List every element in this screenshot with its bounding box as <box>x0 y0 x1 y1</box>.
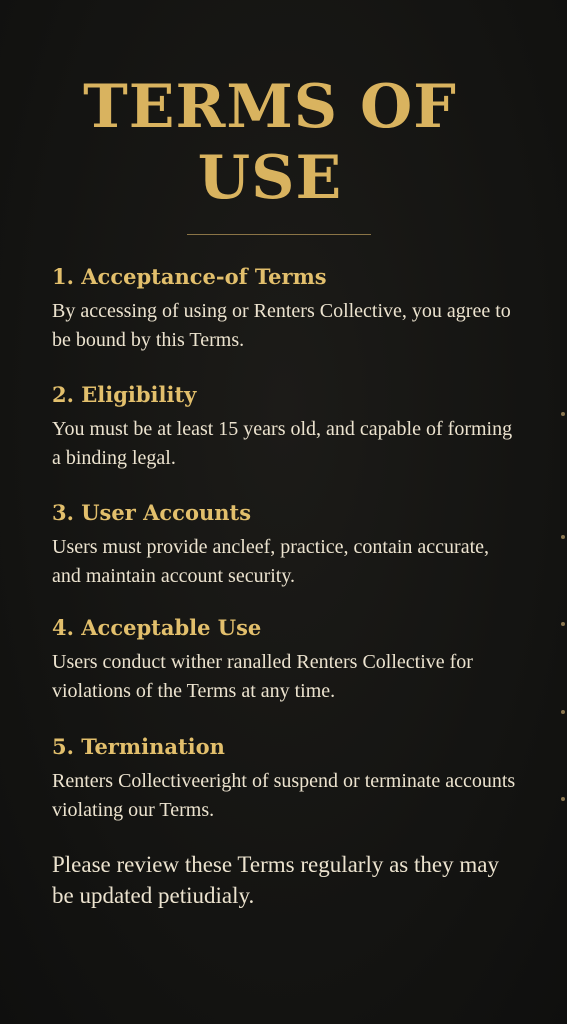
section-acceptable-use <box>52 615 522 706</box>
closing-note: Please review these Terms regularly as they may be updated petiudialy. <box>52 852 499 908</box>
section-acceptance-of-terms <box>52 264 522 355</box>
edge-dot <box>561 412 565 416</box>
section-eligibility <box>52 382 522 473</box>
section-user-accounts <box>52 500 522 591</box>
edge-dot <box>561 710 565 714</box>
section-heading: 3. User Accounts <box>52 500 252 525</box>
page-title-line-2: USE <box>197 142 343 213</box>
section-body: By accessing of using or Renters Collective, you agree to be bound by this Terms. <box>52 300 511 352</box>
edge-dot <box>561 797 565 801</box>
section-body: Users must provide ancleef, practice, contain accurate, and maintain account security. <box>52 536 490 588</box>
page-title <box>0 72 540 214</box>
section-heading: 5. Termination <box>52 734 225 759</box>
page-title-line-1: TERMS OF <box>83 72 457 142</box>
section-heading: 1. Acceptance-of Terms <box>52 264 327 289</box>
edge-dot <box>561 622 565 626</box>
section-heading: 4. Acceptable Use <box>52 615 262 640</box>
title-divider <box>187 234 371 235</box>
section-termination <box>52 734 522 825</box>
section-body: Users conduct wither ranalled Renters Collective for violations of the Terms at any time. <box>52 651 473 703</box>
section-body: You must be at least 15 years old, and capable of forming a binding legal. <box>52 418 513 470</box>
edge-dot <box>561 535 565 539</box>
section-heading: 2. Eligibility <box>52 382 197 407</box>
section-body: Renters Collectiveeright of suspend or terminate accounts violating our Terms. <box>52 770 516 822</box>
